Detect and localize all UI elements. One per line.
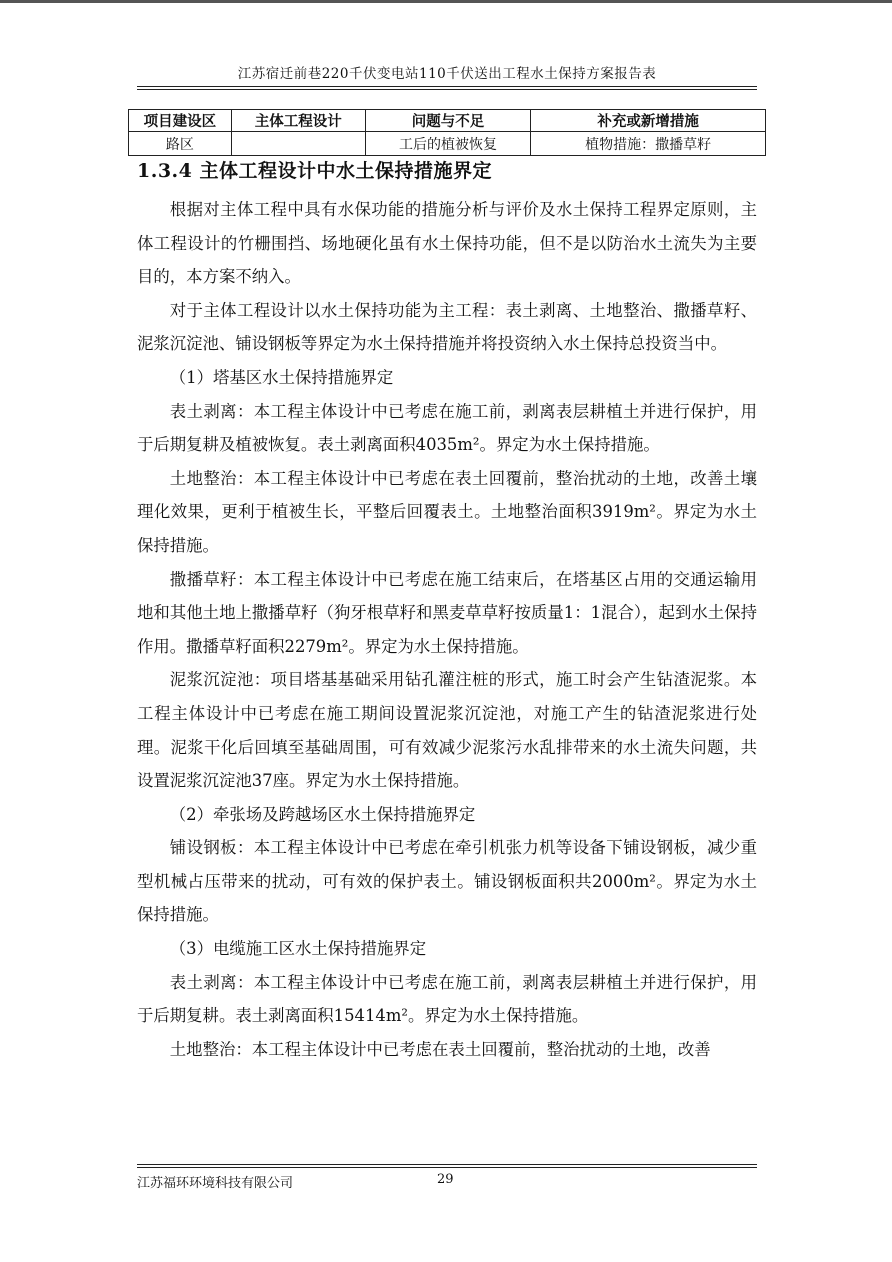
table-header-cell: 问题与不足	[365, 110, 531, 132]
header-rule	[137, 89, 757, 90]
paragraph: 表土剥离：本工程主体设计中已考虑在施工前，剥离表层耕植土并进行保护，用于后期复耕及植被恢复。表土剥离面积4035m²。界定为水土保持措施。	[137, 401, 757, 455]
table-header-row	[129, 110, 766, 132]
table-cell: 路区	[129, 132, 232, 156]
paragraph: 对于主体工程设计以水土保持功能为主工程：表土剥离、土地整治、撒播草籽、泥浆沉淀池、铺设钢板等界定为水土保持措施并将投资纳入水土保持总投资当中。	[137, 300, 757, 354]
footer-company: 江苏福环环境科技有限公司	[137, 1176, 294, 1191]
paragraph: 根据对主体工程中具有水保功能的措施分析与评价及水土保持工程界定原则，主体工程设计的竹栅围挡、场地硬化虽有水土保持功能，但不是以防治水土流失为主要目的，本方案不纳入。	[137, 200, 757, 287]
measures-table	[128, 109, 766, 156]
table-header-cell: 项目建设区	[129, 110, 232, 132]
table-header-cell: 补充或新增措施	[531, 110, 766, 132]
header-rule	[137, 86, 757, 87]
paragraph: 土地整治：本工程主体设计中已考虑在表土回覆前，整治扰动的土地，改善	[169, 1039, 711, 1059]
section-heading: 1.3.4 主体工程设计中水土保持措施界定	[137, 160, 493, 182]
paragraph: 铺设钢板：本工程主体设计中已考虑在牵引机张力机等设备下铺设钢板，减少重型机械占压带来的扰动，可有效的保护表土。铺设钢板面积共2000m²。界定为水土保持措施。	[137, 838, 757, 925]
paragraph: 表土剥离：本工程主体设计中已考虑在施工前，剥离表层耕植土并进行保护，用于后期复耕。表土剥离面积15414m²。界定为水土保持措施。	[137, 972, 757, 1026]
page-number: 29	[437, 1172, 454, 1187]
table-header-cell: 主体工程设计	[231, 110, 365, 132]
table-cell: 工后的植被恢复	[365, 132, 531, 156]
body-text	[137, 193, 757, 1066]
footer-rule	[137, 1167, 757, 1168]
subsection-heading: （1）塔基区水土保持措施界定	[169, 367, 394, 387]
table-row	[129, 132, 766, 156]
subsection-heading: （3）电缆施工区水土保持措施界定	[169, 939, 427, 959]
top-border	[0, 0, 892, 3]
paragraph: 土地整治：本工程主体设计中已考虑在表土回覆前，整治扰动的土地，改善土壤理化效果，更利于植被生长，平整后回覆表土。土地整治面积3919m²。界定为水土保持措施。	[137, 468, 757, 555]
running-header: 江苏宿迁前巷220千伏变电站110千伏送出工程水土保持方案报告表	[237, 66, 657, 82]
paragraph: 泥浆沉淀池：项目塔基基础采用钻孔灌注桩的形式，施工时会产生钻渣泥浆。本工程主体设计中已考虑在施工期间设置泥浆沉淀池，对施工产生的钻渣泥浆进行处理。泥浆干化后回填至基础周围，可有效减少泥浆污水乱排带来的水土流失问题，共设置泥浆沉淀池37座。界定为水土保持措施。	[137, 670, 757, 791]
table-cell: 植物措施：撒播草籽	[531, 132, 766, 156]
paragraph: 撒播草籽：本工程主体设计中已考虑在施工结束后，在塔基区占用的交通运输用地和其他土地上撒播草籽（狗牙根草籽和黑麦草草籽按质量1：1混合），起到水土保持作用。撒播草籽面积2279m²。界定为水土保持措施。	[137, 569, 757, 656]
subsection-heading: （2）牵张场及跨越场区水土保持措施界定	[169, 804, 476, 824]
table-cell	[231, 132, 365, 156]
footer-rule	[137, 1164, 757, 1165]
